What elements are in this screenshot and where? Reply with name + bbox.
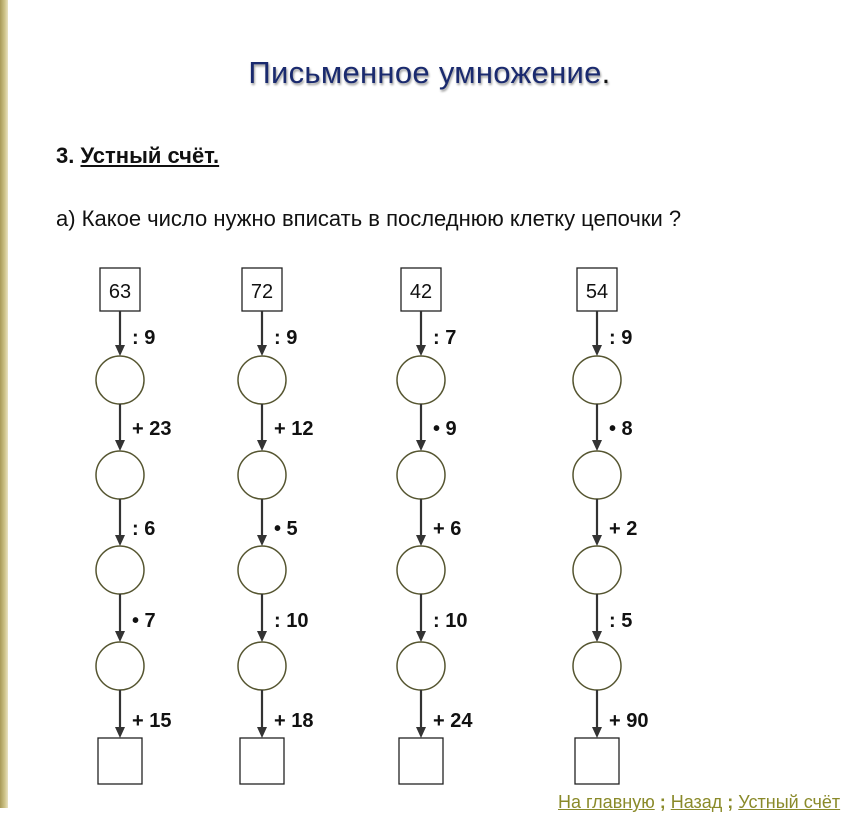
chain-2-op-5: + 18 bbox=[274, 710, 314, 732]
chain-2-op-1: : 9 bbox=[274, 327, 298, 349]
chain-1-op-4: • 7 bbox=[132, 610, 156, 632]
chain-4-start-value: 54 bbox=[585, 281, 609, 303]
chain-2-op-4: : 10 bbox=[274, 610, 309, 632]
chain-4-arrow-5-head bbox=[592, 727, 602, 738]
chain-3-arrow-5-head bbox=[416, 727, 426, 738]
chain-3-arrow-4-head bbox=[416, 631, 426, 642]
chain-2-op-2: + 12 bbox=[274, 418, 314, 440]
chain-2-circle-4 bbox=[238, 642, 286, 690]
chain-4-arrow-2-head bbox=[592, 440, 602, 451]
chain-1-circle-3 bbox=[96, 546, 144, 594]
link-current[interactable]: Устный счёт bbox=[738, 792, 841, 812]
chain-1-arrow-4-head bbox=[115, 631, 125, 642]
chain-4-op-4: : 5 bbox=[609, 610, 633, 632]
footer-sep-2: ; bbox=[722, 792, 739, 812]
chain-1-arrow-2-head bbox=[115, 440, 125, 451]
chain-3-op-3: + 6 bbox=[433, 518, 462, 540]
chain-1-arrow-3-head bbox=[115, 535, 125, 546]
chain-2-circle-1 bbox=[238, 356, 286, 404]
chain-3-arrow-1-head bbox=[416, 345, 426, 356]
chain-2-arrow-4-head bbox=[257, 631, 267, 642]
chain-3-op-1: : 7 bbox=[433, 327, 457, 349]
chain-1-circle-1 bbox=[96, 356, 144, 404]
chain-3-circle-4 bbox=[397, 642, 445, 690]
chain-2-op-3: • 5 bbox=[274, 518, 298, 540]
chain-2-circle-2 bbox=[238, 451, 286, 499]
chain-4-op-2: • 8 bbox=[609, 418, 633, 440]
chain-1-op-2: + 23 bbox=[132, 418, 172, 440]
chain-2-arrow-5-head bbox=[257, 727, 267, 738]
chain-3-circle-1 bbox=[397, 356, 445, 404]
question-text: а) Какое число нужно вписать в последнюю клетку цепочки ? bbox=[56, 206, 682, 231]
chain-4-arrow-3-head bbox=[592, 535, 602, 546]
chain-4-arrow-4-head bbox=[592, 631, 602, 642]
chain-1-end-box bbox=[98, 738, 142, 784]
chain-1-op-5: + 15 bbox=[132, 710, 172, 732]
chain-1-start-value: 63 bbox=[108, 281, 132, 303]
chain-2-arrow-3-head bbox=[257, 535, 267, 546]
chain-3-end-box bbox=[399, 738, 443, 784]
chain-2-circle-3 bbox=[238, 546, 286, 594]
footer-nav bbox=[558, 792, 840, 813]
section-number: 3. bbox=[56, 143, 75, 168]
link-back[interactable]: Назад bbox=[670, 792, 723, 812]
title-text: Письменное умножение bbox=[248, 55, 602, 90]
chain-1-arrow-1-head bbox=[115, 345, 125, 356]
chain-3-start-value: 42 bbox=[409, 281, 433, 303]
chain-4-op-1: : 9 bbox=[609, 327, 633, 349]
title-dot: . bbox=[601, 55, 611, 90]
chain-3-op-4: : 10 bbox=[433, 610, 468, 632]
chain-1-circle-2 bbox=[96, 451, 144, 499]
chain-4-circle-4 bbox=[573, 642, 621, 690]
chain-2-start-value: 72 bbox=[250, 281, 274, 303]
section-label: Устный счёт. bbox=[80, 143, 220, 168]
chain-3-arrow-3-head bbox=[416, 535, 426, 546]
chain-4-circle-1 bbox=[573, 356, 621, 404]
footer-sep-1: ; bbox=[654, 792, 671, 812]
chain-2-arrow-2-head bbox=[257, 440, 267, 451]
chain-4-end-box bbox=[575, 738, 619, 784]
chain-3-op-5: + 24 bbox=[433, 710, 473, 732]
chain-1-arrow-5-head bbox=[115, 727, 125, 738]
chain-4-op-5: + 90 bbox=[609, 710, 649, 732]
chain-3-op-2: • 9 bbox=[433, 418, 457, 440]
chain-4-arrow-1-head bbox=[592, 345, 602, 356]
chain-1-op-3: : 6 bbox=[132, 518, 156, 540]
chain-1-op-1: : 9 bbox=[132, 327, 156, 349]
chain-2-end-box bbox=[240, 738, 284, 784]
chain-4-circle-2 bbox=[573, 451, 621, 499]
chain-1-circle-4 bbox=[96, 642, 144, 690]
chain-4-circle-3 bbox=[573, 546, 621, 594]
chain-4-op-3: + 2 bbox=[609, 518, 638, 540]
chain-3-circle-3 bbox=[397, 546, 445, 594]
chain-3-arrow-2-head bbox=[416, 440, 426, 451]
chain-3-circle-2 bbox=[397, 451, 445, 499]
chain-2-arrow-1-head bbox=[257, 345, 267, 356]
link-home[interactable]: На главную bbox=[558, 792, 655, 812]
